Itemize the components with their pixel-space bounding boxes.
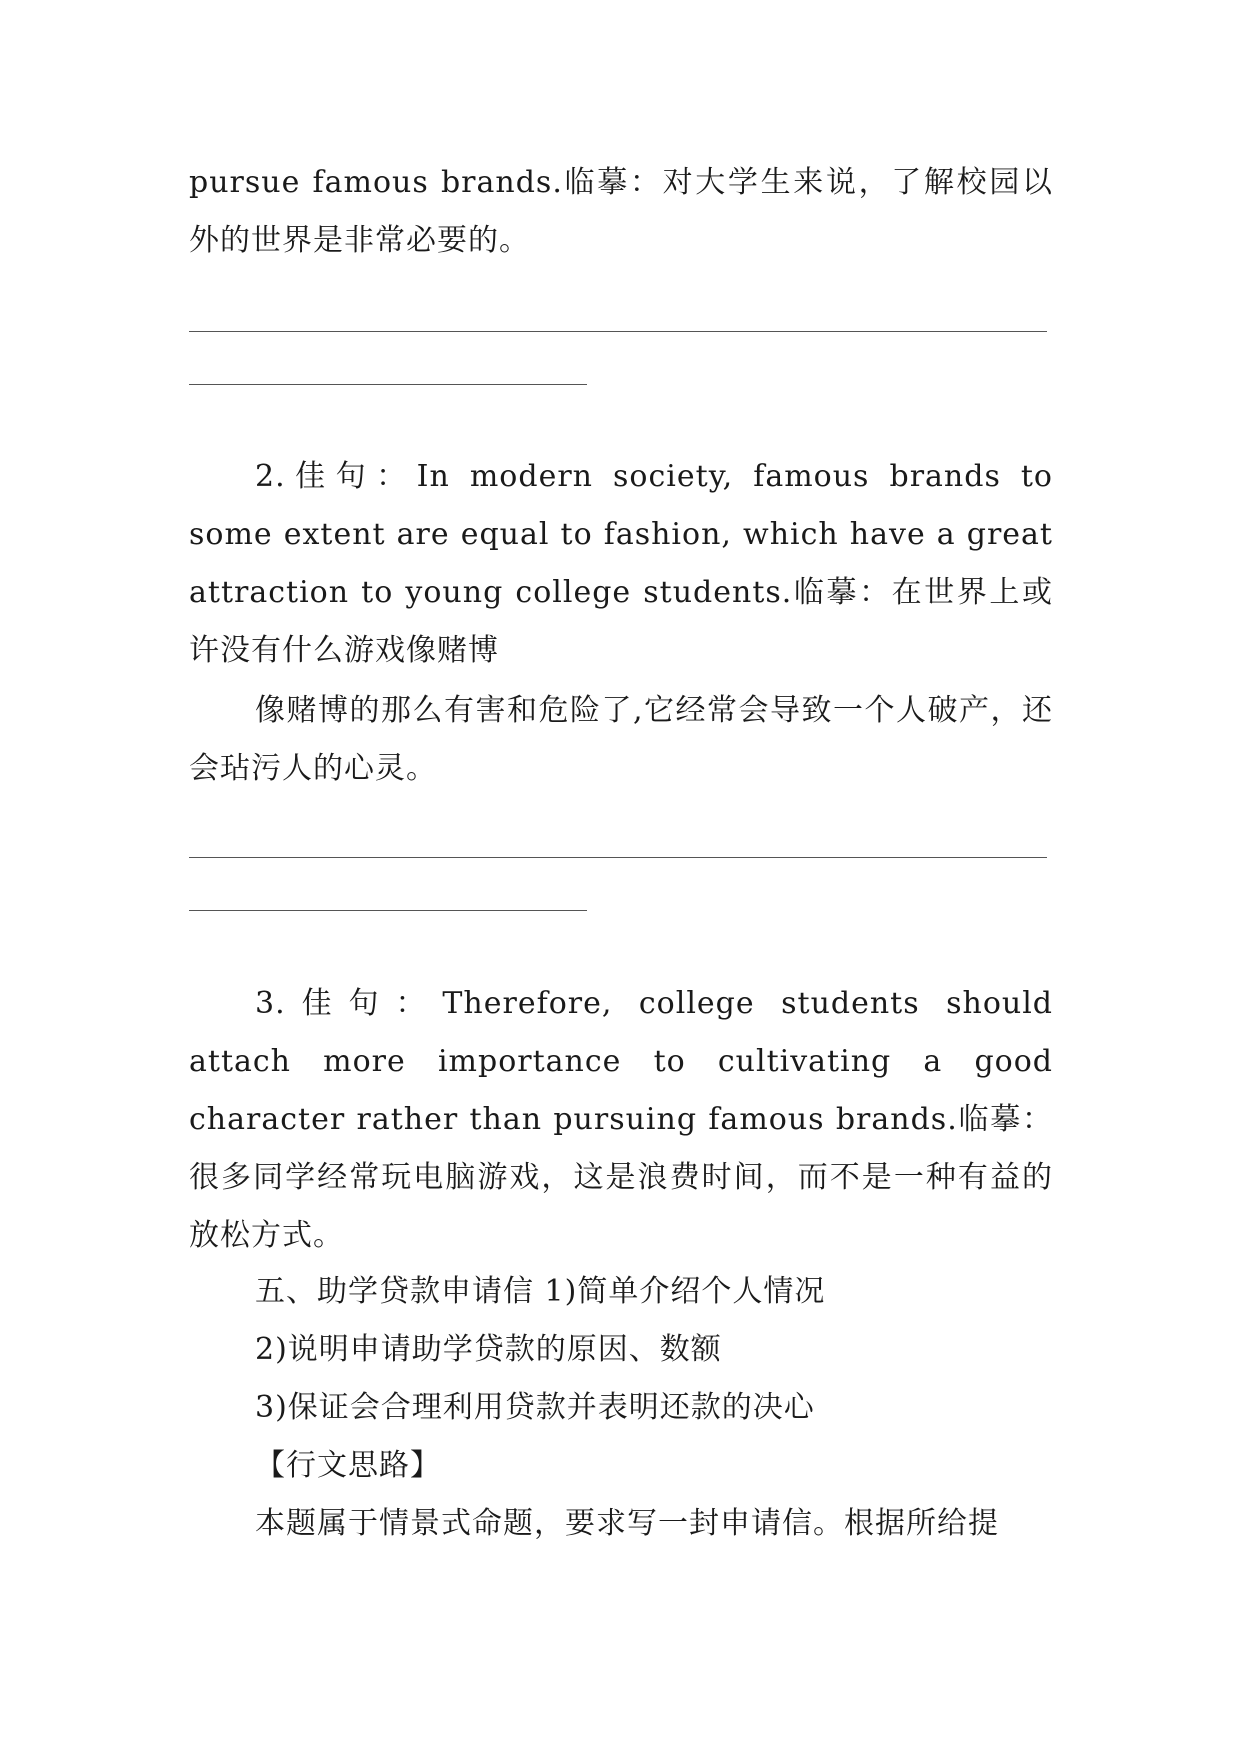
separator-line-long-1	[189, 331, 1047, 332]
paragraph-1: pursue famous brands.临摹：对大学生来说，了解校园以外的世界是非常必要的。	[189, 165, 1053, 258]
writing-ideas-heading: 【行文思路】	[255, 1448, 441, 1483]
separator-line-long-2	[189, 857, 1047, 858]
paragraph-2-continued: 像赌博的那么有害和危险了,它经常会导致一个人破产，还会玷污人的心灵。	[189, 693, 1053, 786]
writing-ideas-text: 本题属于情景式命题，要求写一封申请信。根据所给提	[255, 1506, 999, 1541]
section-5-item-2: 2)说明申请助学贷款的原因、数额	[255, 1332, 722, 1367]
paragraph-2: 2.佳句：In modern society, famous brands to some extent are equal to fashion, which have a great attraction to young college students.临摹：在世界上或许没有什么游戏像赌博	[189, 459, 1053, 668]
separator-line-short-2	[189, 910, 587, 911]
paragraph-3: 3.佳句：Therefore, college students should attach more importance to cultivating a good character rather than pursuing famous brands.临摹：很多同学经常玩电脑游戏，这是浪费时间，而不是一种有益的放松方式。	[189, 986, 1053, 1253]
section-5-heading: 五、助学贷款申请信 1)简单介绍个人情况	[255, 1274, 826, 1309]
section-5-item-3: 3)保证会合理利用贷款并表明还款的决心	[255, 1390, 815, 1425]
separator-line-short-1	[189, 384, 587, 385]
